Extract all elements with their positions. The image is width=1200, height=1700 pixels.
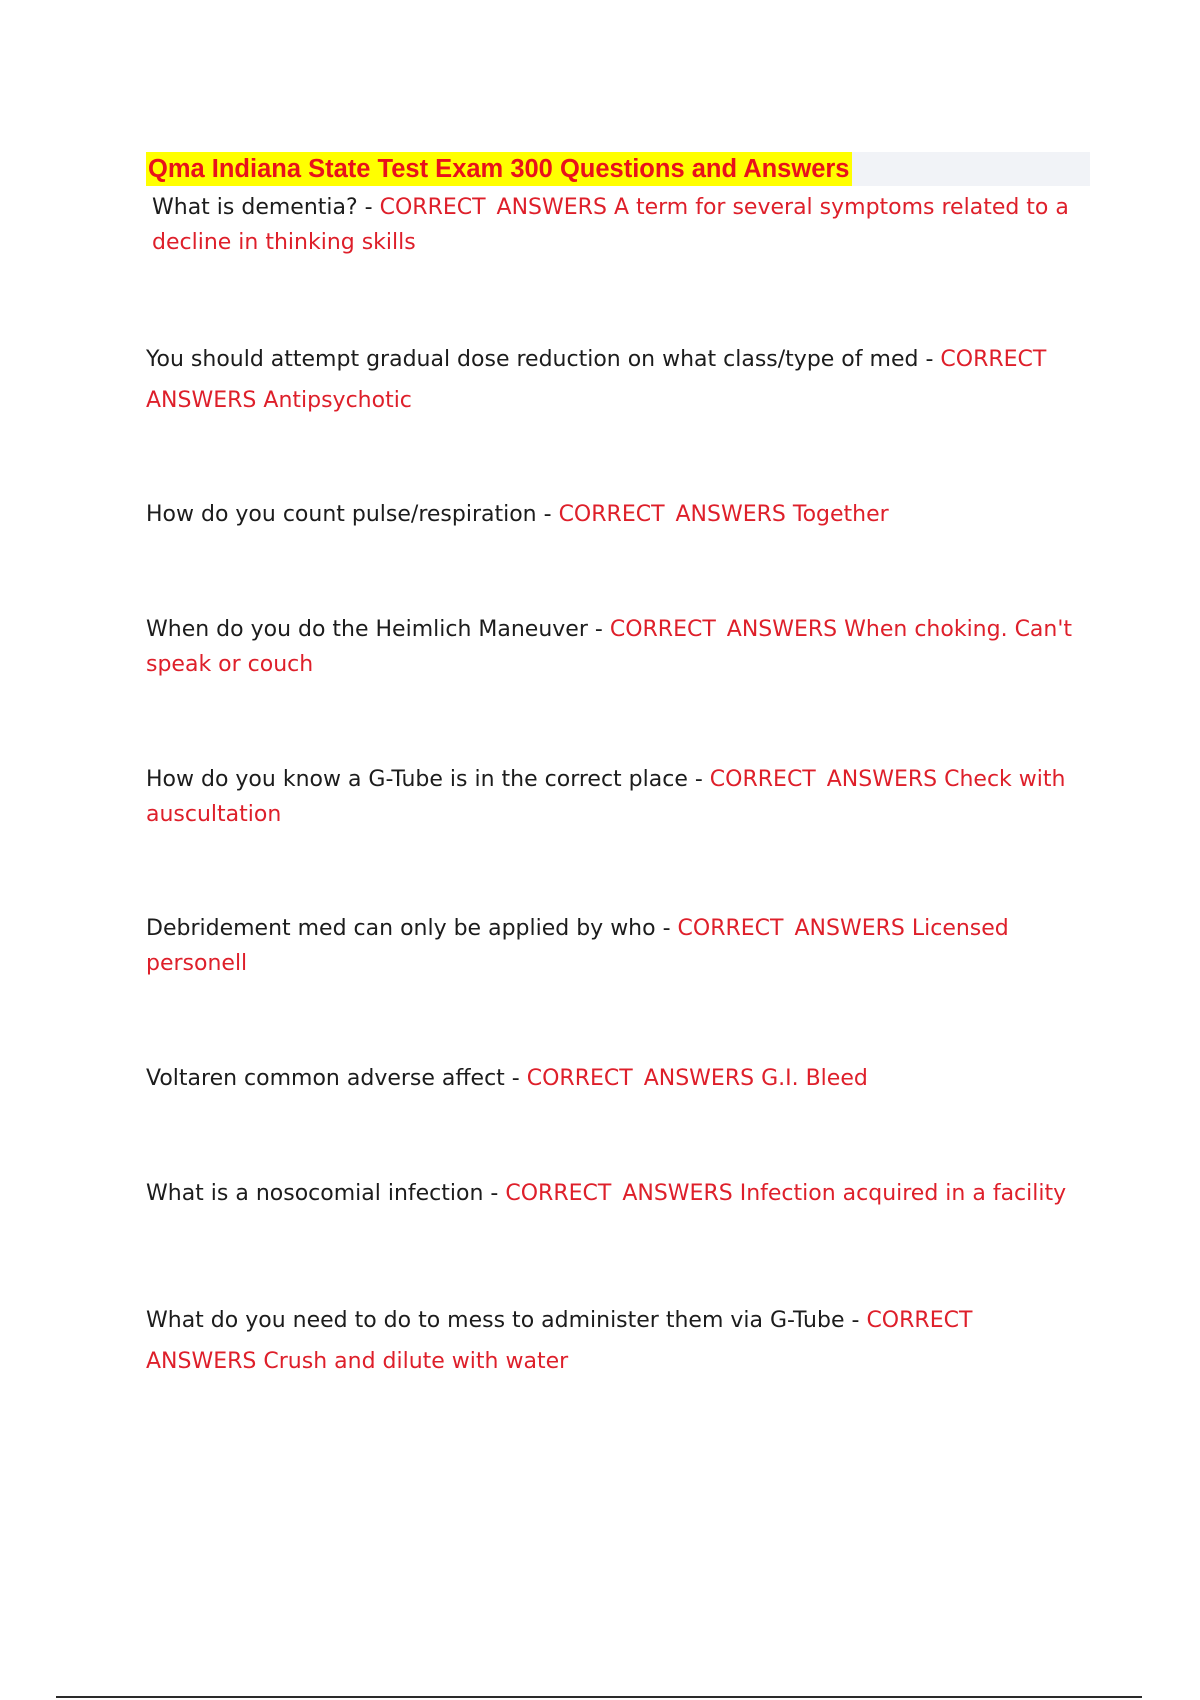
answer-text: G.I. Bleed: [761, 1066, 868, 1091]
answer-tag: CORRECT ANSWERS: [379, 195, 607, 220]
separator: -: [844, 1308, 867, 1333]
separator: -: [536, 502, 559, 527]
document-title: Qma Indiana State Test Exam 300 Questions and Answers: [146, 152, 852, 186]
separator: -: [655, 916, 678, 941]
answer-tag: CORRECT ANSWERS: [709, 767, 938, 792]
question-text: How do you count pulse/respiration: [146, 502, 537, 527]
answer-text: Together: [792, 502, 889, 527]
qa-item-2: [146, 339, 1086, 421]
separator: -: [483, 1181, 506, 1206]
question-text: How do you know a G-Tube is in the correct place: [146, 767, 688, 792]
qa-item-6: [146, 911, 1086, 981]
qa-item-3: [146, 497, 1086, 532]
question-text: What do you need to do to mess to administer them via G-Tube: [146, 1308, 845, 1333]
answer-text: Licensed personell: [146, 916, 1009, 976]
qa-item-7: [146, 1061, 1086, 1096]
question-text: Debridement med can only be applied by who: [146, 916, 656, 941]
qa-item-1: [146, 190, 1086, 260]
separator: -: [687, 767, 710, 792]
separator: -: [587, 617, 610, 642]
qa-item-8: [146, 1176, 1086, 1211]
qa-item-9: [146, 1300, 1086, 1382]
answer-text: Check with auscultation: [146, 767, 1066, 827]
answer-tag: CORRECT ANSWERS: [146, 1308, 973, 1374]
answer-tag: CORRECT ANSWERS: [505, 1181, 733, 1206]
qa-item-4: [146, 612, 1086, 682]
answer-tag: CORRECT ANSWERS: [526, 1066, 755, 1091]
answer-tag: CORRECT ANSWERS: [146, 347, 1047, 413]
answer-tag: CORRECT ANSWERS: [609, 617, 838, 642]
question-text: When do you do the Heimlich Maneuver: [146, 617, 588, 642]
qa-item-5: [146, 762, 1086, 832]
title-row: [146, 152, 1090, 186]
question-text: You should attempt gradual dose reduction on what class/type of med: [146, 347, 919, 372]
answer-text: Infection acquired in a facility: [739, 1181, 1067, 1206]
answer-text: Antipsychotic: [263, 388, 412, 413]
answer-text: When choking. Can't speak or couch: [146, 617, 1073, 677]
bottom-rule: [56, 1696, 1142, 1698]
separator: -: [918, 347, 941, 372]
separator: -: [357, 195, 380, 220]
answer-text: A term for several symptoms related to a decline in thinking skills: [152, 195, 1069, 255]
separator: -: [504, 1066, 527, 1091]
question-text: What is dementia?: [152, 195, 358, 220]
question-text: Voltaren common adverse affect: [146, 1066, 505, 1091]
answer-tag: CORRECT ANSWERS: [558, 502, 786, 527]
answer-tag: CORRECT ANSWERS: [677, 916, 905, 941]
question-text: What is a nosocomial infection: [146, 1181, 484, 1206]
answer-text: Crush and dilute with water: [263, 1349, 569, 1374]
